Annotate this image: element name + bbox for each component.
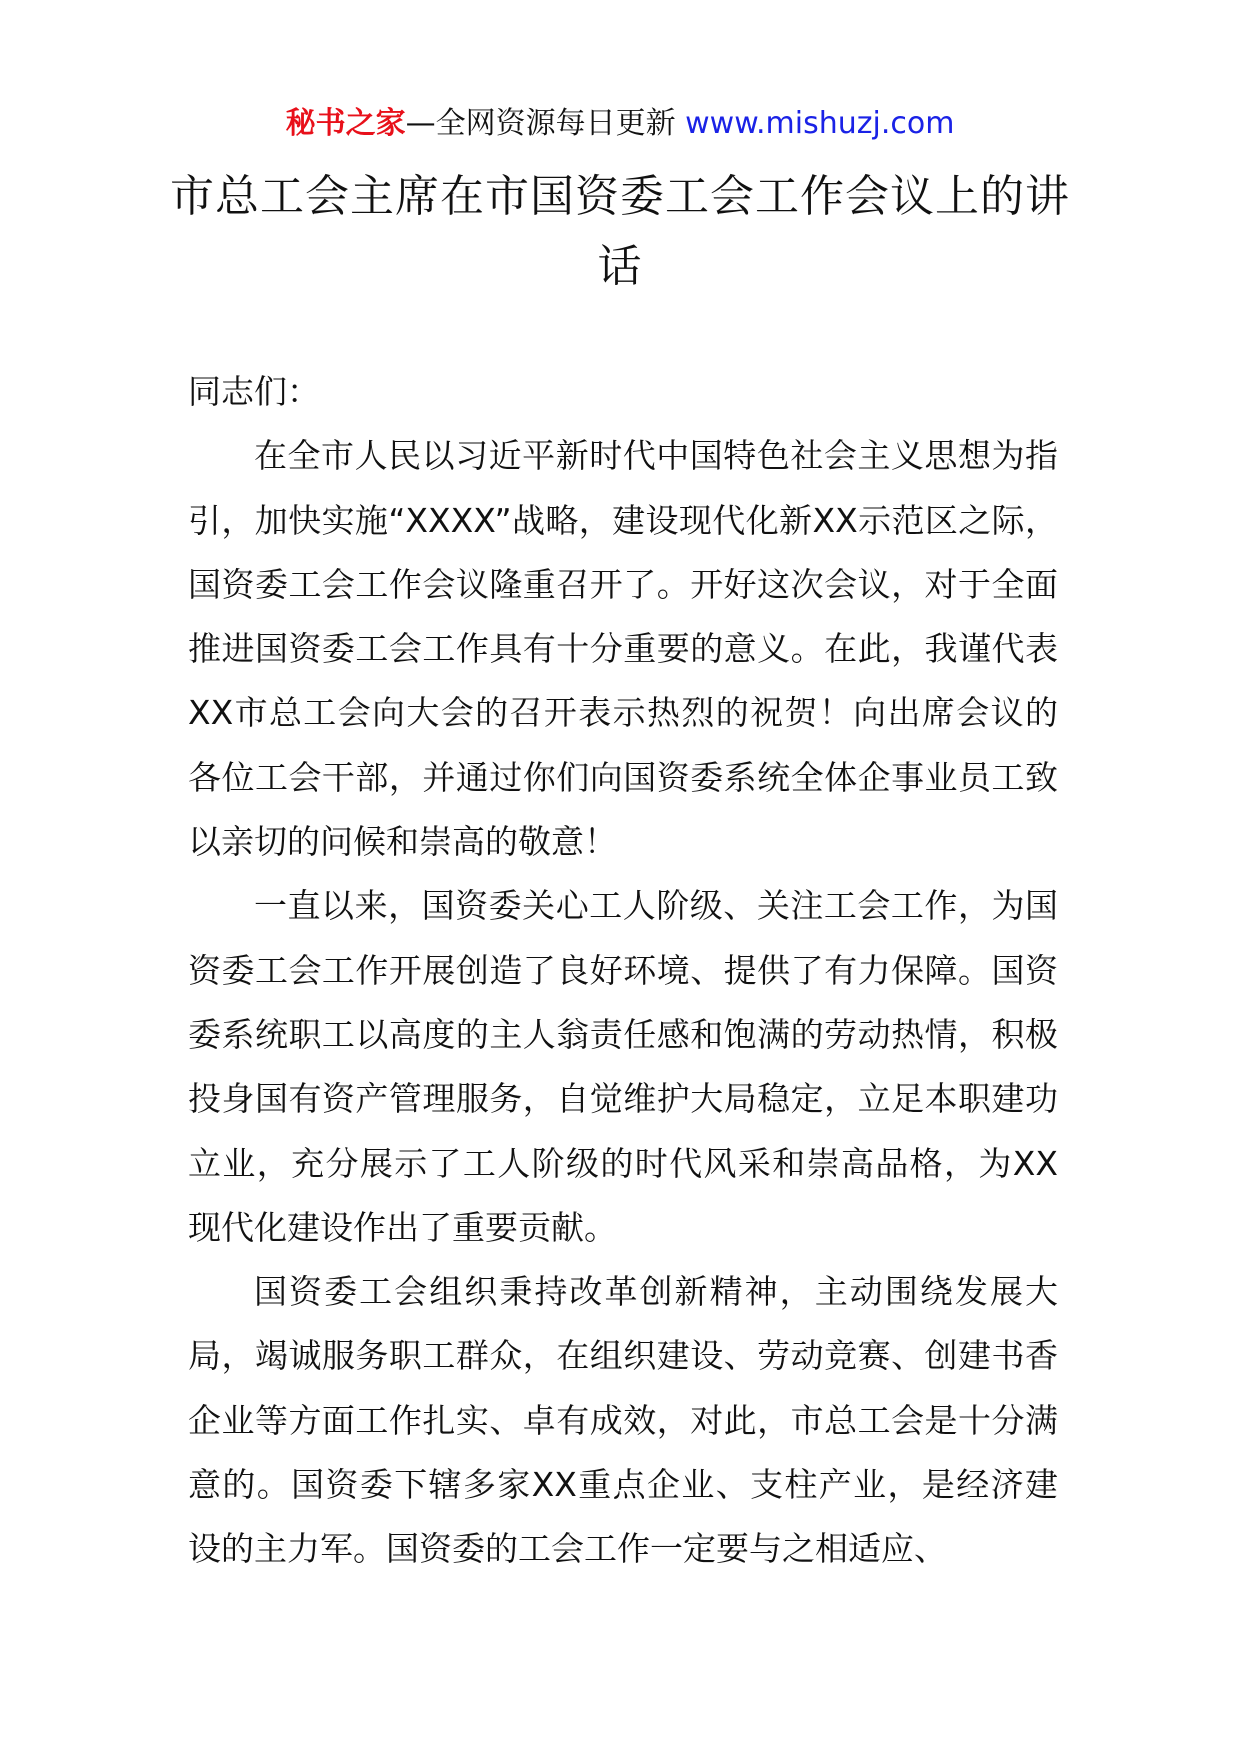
paragraph: 一直以来，国资委关心工人阶级、关注工会工作，为国资委工会工作开展创造了良好环境、提供了有力保障。国资委系统职工以高度的主人翁责任感和饱满的劳动热情，积极投身国有资产管理服务，自觉维护大局稳定，立足本职建功立业，充分展示了工人阶级的时代风采和崇高品格，为XX现代化建设作出了重要贡献。 xyxy=(188,886,1058,1247)
salutation: 同志们： xyxy=(188,372,320,411)
paragraph: 在全市人民以习近平新时代中国特色社会主义思想为指引，加快实施“XXXX”战略，建设现代化新XX示范区之际，国资委工会工作会议隆重召开了。开好这次会议，对于全面推进国资委工会工作具有十分重要的意义。在此，我谨代表XX市总工会向大会的召开表示热烈的祝贺！向出席会议的各位工会干部，并通过你们向国资委系统全体企事业员工致以亲切的问候和崇高的敬意！ xyxy=(188,436,1058,862)
header-tagline: —全网资源每日更新 xyxy=(405,106,686,141)
site-url-link[interactable]: www.mishuzj.com xyxy=(685,106,955,141)
paragraph: 国资委工会组织秉持改革创新精神，主动围绕发展大局，竭诚服务职工群众，在组织建设、劳动竞赛、创建书香企业等方面工作扎实、卓有成效，对此，市总工会是十分满意的。国资委下辖多家XX重点企业、支柱产业，是经济建设的主力军。国资委的工会工作一定要与之相适应、 xyxy=(188,1272,1058,1569)
brand-name: 秘书之家 xyxy=(285,106,406,141)
document-title: 市总工会主席在市国资委工会工作会议上的讲话 xyxy=(170,171,1070,292)
site-header xyxy=(0,104,1240,144)
document-body xyxy=(188,360,1058,1582)
